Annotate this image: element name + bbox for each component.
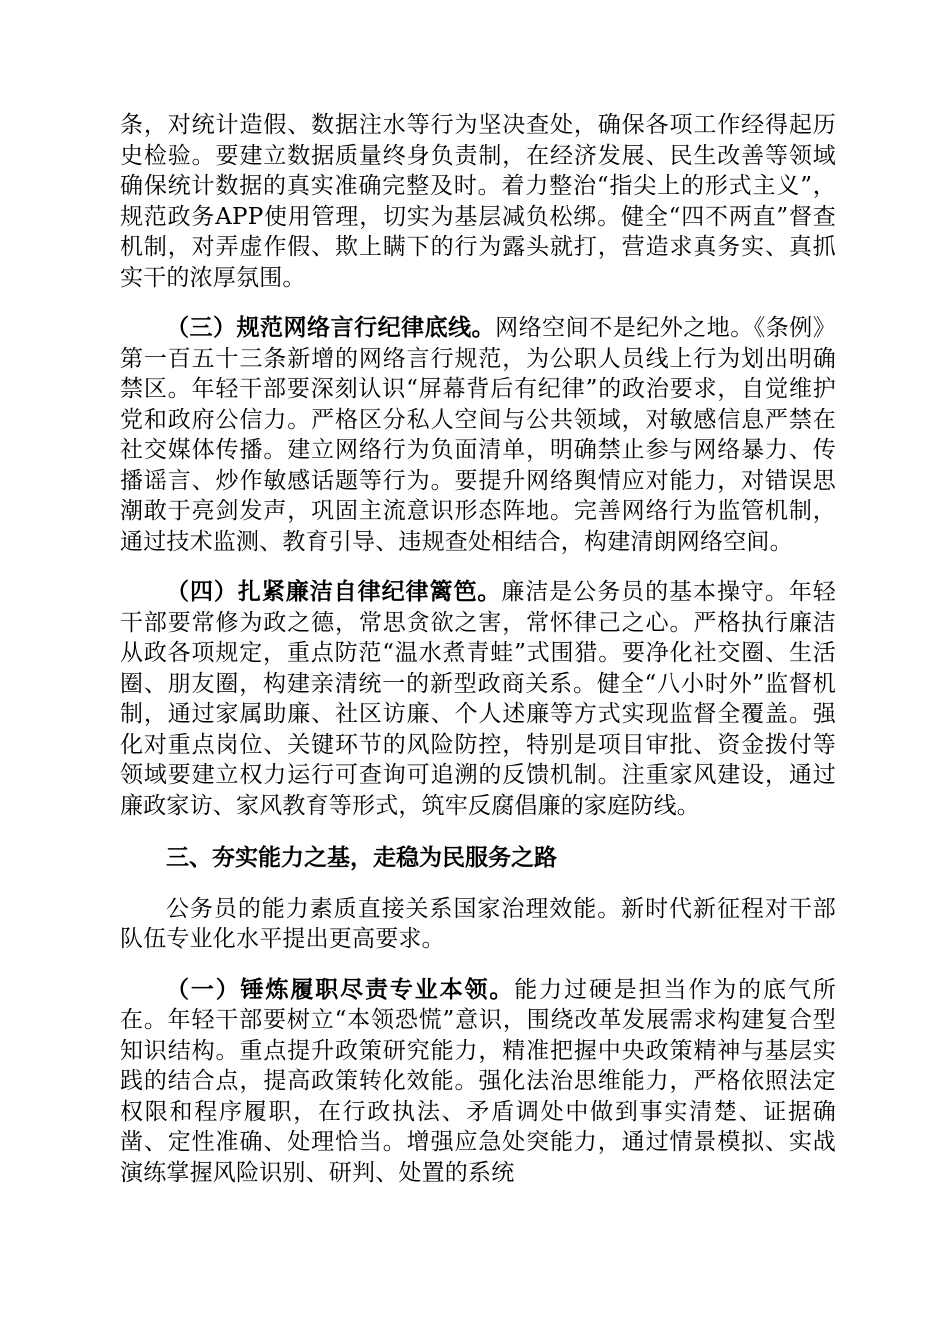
- paragraph-body: 公务员的能力素质直接关系国家治理效能。新时代新征程对干部队伍专业化水平提出更高要求。: [120, 895, 836, 952]
- subheading-professional-skills: （一）锤炼履职尽责专业本领。: [166, 976, 515, 1003]
- section-heading-three: 三、夯实能力之基，走稳为民服务之路: [166, 845, 557, 871]
- document-page: [120, 110, 836, 1188]
- paragraph-integrity-fence: [120, 577, 836, 821]
- paragraph-body: 廉洁是公务员的基本操守。年轻干部要常修为政之德，常思贪欲之害，常怀律己之心。严格执行廉洁从政各项规定，重点防范“温水煮青蛙”式围猎。要净化社交圈、生活圈、朋友圈，构建亲清统一的新型政商关系。健全“八小时外”监督机制，通过家属助廉、社区访廉、个人述廉等方式实现监督全覆盖。强化对重点岗位、关键环节的风险防控，特别是项目审批、资金拨付等领域要建立权力运行可查询可追溯的反馈机制。注重家风建设，通过廉政家访、家风教育等形式，筑牢反腐倡廉的家庭防线。: [120, 579, 836, 819]
- paragraph-body: 网络空间不是纪外之地。《条例》第一百五十三条新增的网络言行规范，为公职人员线上行为划出明确禁区。年轻干部要深刻认识“屏幕背后有纪律”的政治要求，自觉维护党和政府公信力。严格区分私人空间与公共领域，对敏感信息严禁在社交媒体传播。建立网络行为负面清单，明确禁止参与网络暴力、传播谣言、炒作敏感话题等行为。要提升网络舆情应对能力，对错误思潮敢于亮剑发声，巩固主流意识形态阵地。完善网络行为监管机制，通过技术监测、教育引导、违规查处相结合，构建清朗网络空间。: [120, 315, 837, 555]
- paragraph-ability-intro: [120, 894, 836, 955]
- paragraph-statistics-integrity: [120, 110, 836, 293]
- paragraph-professional-skills: [120, 975, 836, 1189]
- subheading-integrity-fence: （四）扎紧廉洁自律纪律篱笆。: [166, 579, 502, 605]
- subheading-online-conduct: （三）规范网络言行纪律底线。: [166, 315, 496, 341]
- paragraph-body: 能力过硬是担当作为的底气所在。年轻干部要树立“本领恐慌”意识，围绕改革发展需求构建复合型知识结构。重点提升政策研究能力，精准把握中央政策精神与基层实践的结合点，提高政策转化效能。强化法治思维能力，严格依照法定权限和程序履职，在行政执法、矛盾调处中做到事实清楚、证据确凿、定性准确、处理恰当。增强应急处突能力，通过情景模拟、实战演练掌握风险识别、研判、处置的系统: [120, 976, 836, 1186]
- paragraph-body: 条，对统计造假、数据注水等行为坚决查处，确保各项工作经得起历史检验。要建立数据质量终身负责制，在经济发展、民生改善等领域确保统计数据的真实准确完整及时。着力整治“指尖上的形式主义”，规范政务APP使用管理，切实为基层减负松绑。健全“四不两直”督查机制，对弄虚作假、欺上瞒下的行为露头就打，营造求真务实、真抓实干的浓厚氛围。: [120, 112, 836, 291]
- paragraph-online-conduct: [120, 313, 836, 557]
